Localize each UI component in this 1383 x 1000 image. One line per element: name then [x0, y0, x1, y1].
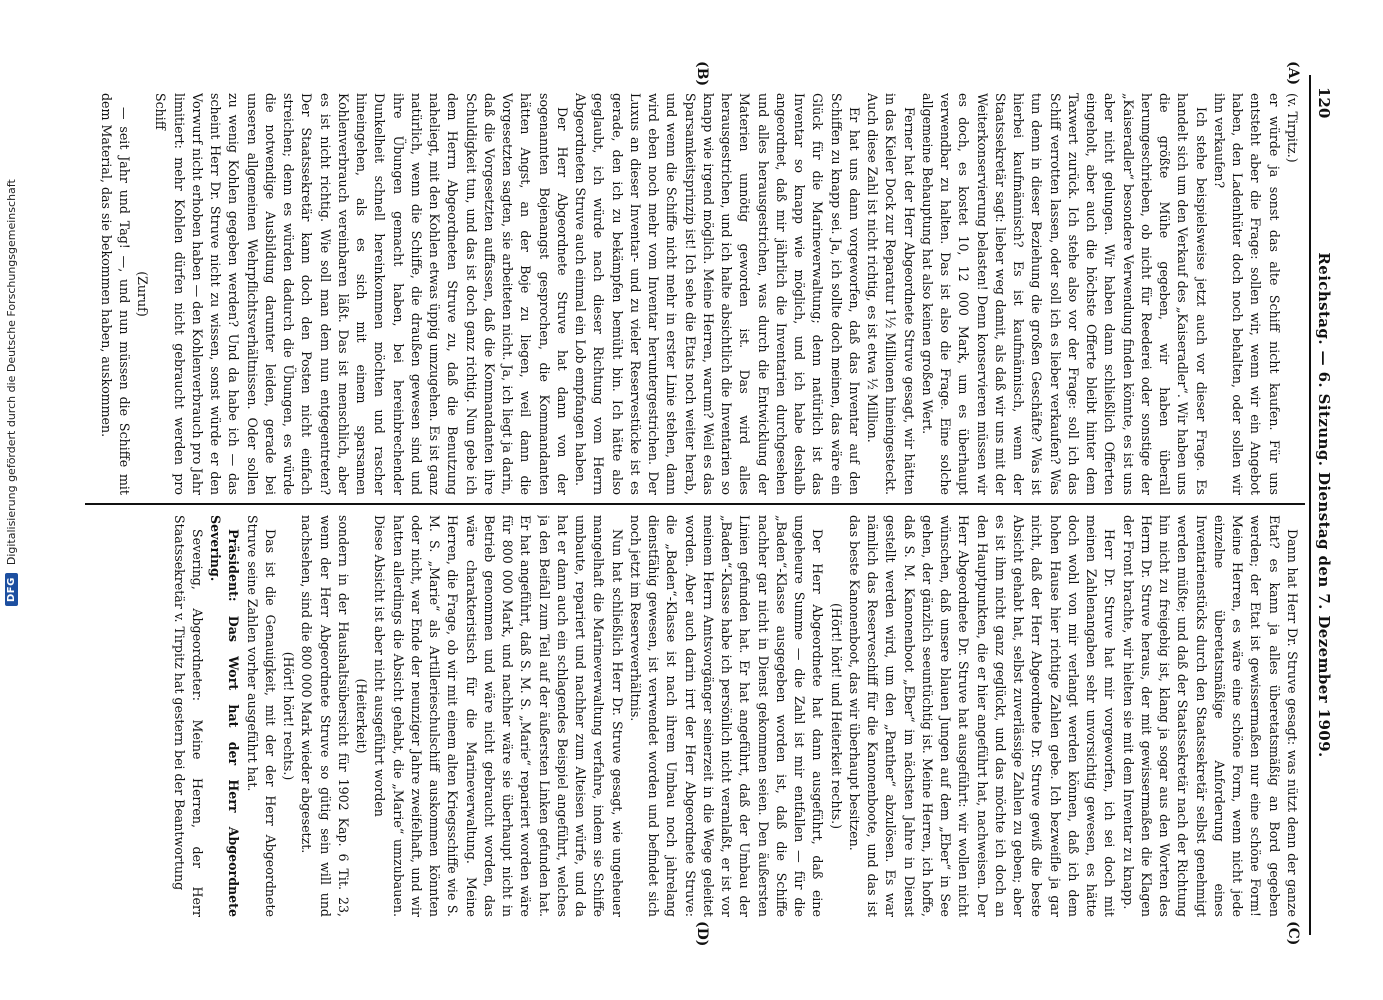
interjection: (Zuruf) — [135, 271, 151, 317]
paragraph: — seit Jahr und Tag! —, und nun müssen die Schiffe mit dem Material, das sie bekommen haben, auskommen. — [98, 93, 132, 495]
page-number: 120 — [1315, 87, 1333, 119]
dfg-logo: DFG — [5, 573, 18, 606]
margin-letter-a: (A) — [1285, 61, 1301, 86]
margin-letter-b: (B) — [694, 61, 710, 87]
right-column — [91, 515, 1301, 917]
margin-letter-c: (C) — [1285, 921, 1301, 946]
interjection: (Hört! hört! rechts.) — [281, 651, 297, 781]
paragraph: sondern in der Haushaltsübersicht für 1902 Kap. 6 Tit. 23, wenn der Herr Abgeordnete Struve so gütig sein will und nachsehen, sind die 800 000 Mark wieder abgesetzt. — [299, 515, 351, 917]
digitization-footer — [0, 0, 22, 606]
paragraph: Der Herr Abgeordnete Struve hat dann von der sogenannten Bojenangst gesprochen, die Kommandanten hätten Angst, an der Boje zu liegen, weil dann die Vorgesetzten sagten, sie arbeiteten nicht. Ja, ich liegt ja darin, daß die Vorgesetzten auffassen, daß die Kommandanten ihre Schuldigkeit tun, und das ist doch ganz richtig. Nun gebe ich dem Herrn Abgeordneten Struve zu, daß die Benutzung naheliegt, mit den Kohlen etwas üppig umzugehen. Es ist ganz natürlich, wenn die Schiffe, die draußen gewesen sind und ihre Übungen gemacht haben, bei hereinbrechender Dunkelheit schnell hereinkommen möchten und rascher hineingehen, als es sich mit einem sparsamen Kohlenverbrauch vereinbaren läßt. Das ist menschlich, aber es ist nicht richtig. Wie soll man dem nun entgegentreten? Der Staatssekretär kann doch den Posten nicht einfach streichen; denn es würden dadurch die Übungen, es würde die notwendige Ausbildung darunter leiden, gerade bei unseren allgemeinen Wehrpflichtsverhältnissen. Oder sollen zu wenig Kohlen gegeben werden? Und da habe ich — das scheint Herr Dr. Struve nicht zu wissen, sonst würde er den Vorwurf nicht erhoben haben — den Kohlenverbrauch pro Jahr limitiert: mehr Kohlen dürfen nicht gebraucht werden pro Schiff — [153, 93, 570, 495]
page-header — [1313, 75, 1335, 935]
rotated-document-page — [80, 61, 1335, 947]
president-statement: Präsident: Das Wort hat der Herr Abgeordnete Severing. — [208, 515, 242, 917]
footer-text: Digitalisierung gefördert durch die Deutsche Forschungsgemeinschaft — [4, 179, 18, 566]
speaker-statement: Severing, Abgeordneter: Meine Herren, der Herr Staatssekretär v. Tirpitz hat gestern bei der Beantwortung — [171, 515, 205, 917]
margin-letter-d: (D) — [694, 921, 710, 947]
interjection: (Hört! hört! und Heiterkeit rechts.) — [828, 603, 844, 829]
left-column — [91, 93, 1301, 495]
header-rule — [1309, 75, 1311, 935]
paragraph: Herr Dr. Struve hat mir vorgeworfen, ich sei doch mit meinen Zahlenangaben sehr unvorsichtig gewesen, es hätte doch wohl von mir verlangt werden können, daß ich dem hohen Hause hier richtige Zahlen gebe. Ich bezweifle ja gar nicht, daß der Herr Abgeordnete Dr. Struve gewiß die beste Absicht gehabt hat, selbst zuverlässige Zahlen zu geben; aber es ist ihm nicht ganz geglückt, und das möchte ich doch an den Hauptpunkten, die er hier angeführt hat, nachweisen. Der Herr Abgeordnete Dr. Struve hat ausgeführt: wir wollen nicht wünschen, daß unsere blauen Jungen auf dem „Eber“ in See gehen, der gänzlich seeuntüchtig ist. Meine Herren, ich hoffe, daß S. M. Kanonenboot „Eber“ im nächsten Jahre in Dienst gestellt werden wird, um den „Panther“ abzulösen. Es war nämlich das Reserveschiff für die Kanonenboote, und das ist das beste Kanonenboot, das wir überhaupt besitzen. — [847, 515, 1118, 917]
column-divider — [85, 503, 1305, 505]
running-head: Reichstag. — 6. Sitzung. Dienstag den 7. Dezember 1909. — [1315, 252, 1333, 758]
interjection: (Heiterkeit) — [354, 678, 370, 754]
paragraph: Er hat uns dann vorgeworfen, daß das Inventar auf den Schiffen zu knapp sei. Ja, ich sollte doch meinen, das wäre ein Glück für die Marineverwaltung; denn natürlich ist das Inventar so knapp wie möglich, und ich habe deshalb angeordnet, daß mir jährlich die Inventarien durchgesehen und alles herausgestrichen, was durch die Entwicklung der Materien unnötig geworden ist. Das wird alles herausgestrichen, und ich halte absichtlich die Inventarien so knapp wie irgend möglich. Meine Herren, warum? Weil es das Sparsamkeitsprinzip ist! Ich sehe die Etats noch weiter herab, und wenn die Schiffe nicht mehr in erster Linie stehen, dann wird eben noch mehr vom Inventar heruntergestrichen. Der Luxus an dieser Inventar- und zu vieler Reservestücke ist es gerade, den ich zu bekämpfen bemüht bin. Ich hätte also geglaubt, ich würde nach dieser Richtung vom Herrn Abgeordneten Struve auch einmal ein Lob empfangen haben. — [573, 93, 862, 495]
paragraph: Ferner hat der Herr Abgeordnete Struve gesagt, wir hätten in das Kieler Dock zur Reparatur 1½ Millionen hineingesteckt. Auch diese Zahl ist nicht richtig, es ist etwa ½ Million. — [865, 93, 917, 495]
paragraph: Ich stehe beispielsweise jetzt auch vor dieser Frage. Es handelt sich um den Verkauf des „Kaiseradler“. Wir haben uns die größte Mühe gegeben, wir haben überall herumgeschrieben, ob nicht für Reederei oder sonstige der „Kaiseradler“ besondere Verwendung finden könnte, es ist uns aber nicht gelungen. Wir haben dann schließlich Offerten eingeholt, aber auch die höchste Offerte bleibt hinter dem Taxwert zurück. Ich stehe also vor der Frage: soll ich das Schiff verrotten lassen, oder soll ich es lieber verkaufen? Was tun denn in dieser Beziehung die großen Geschäfte? Was ist hierbei kaufmännisch? Es ist kaufmännisch, wenn der Staatssekretär sagt: lieber weg damit, als daß wir uns mit der Weiterkonservierung belasten! Denn konservieren müssen wir es doch, es kostet 10, 12 000 Mark, um es überhaupt verwendbar zu halten. Das ist also die Frage. Eine solche allgemeine Behauptung hat also keinen großen Wert. — [920, 93, 1209, 495]
paragraph: Dann hat Herr Dr. Struve gesagt: was nützt denn der ganze Etat? es kann ja alles überetatsmäßig an Bord gegeben werden; der Etat ist gewissermaßen nur eine schöne Form! Meine Herren, es wäre eine schöne Form, wenn nicht jede einzelne überetatsmäßige Anforderung eines Inventarienstücks durch den Staatssekretär selbst genehmigt werden müßte; und daß der Staatssekretär nach der Richtung hin nicht zu freigebig ist, klang ja sogar aus den Worten des Herrn Dr. Struve heraus, der mit gewissermaßen die Klagen der Front brachte, wir hielten sie mit dem Inventar zu knapp. — [1120, 515, 1300, 917]
speaker-tag: (v. Tirpitz.) — [1285, 93, 1300, 163]
paragraph: Nun hat schließlich Herr Dr. Struve gesagt, wie ungeheuer mangelhaft die Marineverwaltung verfahre, indem sie Schiffe umbaute, repariert und nachher zum Alteisen würfe, und da hat er dann auch ein schlagendes Beispiel angeführt, welches ja den Beifall zum Teil auf der äußersten Linken gefunden hat. Er hat angeführt, daß S. M. S. „Marie“ repariert worden wäre für 800 000 Mark, und nachher wäre sie überhaupt nicht in Betrieb genommen und wäre nicht gebraucht worden, das wäre charakteristisch für die Marineverwaltung. Meine Herren, die Frage, ob wir mit einem alten Kriegsschiffe wie S. M. S. „Marie“ als Artillerieschulschiff auskommen könnten oder nicht, war Ende der neunziger Jahre zweifelhaft, und wir hatten allerdings die Absicht gehabt, die „Marie“ umzubauen. Diese Absicht ist aber nicht ausgeführt worden — [372, 515, 625, 917]
paragraph: Das ist die Genauigkeit, mit der der Herr Abgeordnete Struve seine Zahlen vorher ausgeführt hat. — [244, 515, 278, 917]
paragraph: er würde ja sonst das alte Schiff nicht kaufen. Für uns entsteht aber die Frage: sollen wir, wenn wir ein Angebot haben, den Ladenhüter doch noch behalten, oder sollen wir ihn verkaufen? — [1212, 93, 1282, 495]
paragraph: Der Herr Abgeordnete hat dann ausgeführt, daß eine ungeheure Summe — die Zahl ist mir entfallen — für die „Baden“-Klasse ausgegeben worden ist, daß die Schiffe nachher gar nicht in Dienst gekommen seien. Den äußersten Linien gefunden hat. Er hat angeführt, daß der Umbau der „Baden“-Klasse habe ich persönlich nicht veranlaßt, er ist vor meinem Herrn Amtsvorgänger seinerzeit in die Wege geleitet worden. Aber auch darin irrt der Herr Abgeordnete Struve: die „Baden“-Klasse ist nach ihrem Umbau noch jahrelang dienstfähig gewesen, ist verwendet worden und befindet sich noch jetzt im Reserveverhältnis. — [628, 515, 826, 917]
